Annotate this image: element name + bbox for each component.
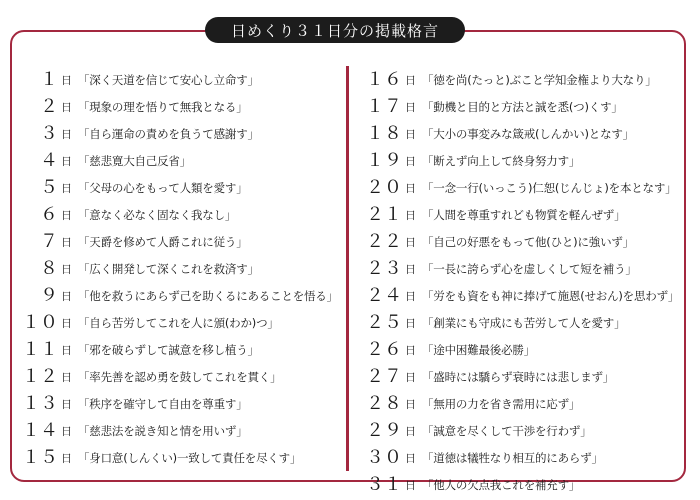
day-unit: 日 <box>405 73 416 87</box>
day-unit: 日 <box>405 316 416 330</box>
motto-text: 「断えず向上して終身努力す」 <box>422 153 581 168</box>
day-unit: 日 <box>61 154 72 168</box>
list-item <box>352 417 686 444</box>
day-number: １６ <box>366 68 402 90</box>
list-item <box>14 120 344 147</box>
day-unit: 日 <box>61 316 72 330</box>
list-item <box>14 444 344 471</box>
day-unit: 日 <box>405 370 416 384</box>
day-unit: 日 <box>405 289 416 303</box>
day-unit: 日 <box>61 397 72 411</box>
motto-text: 「動機と目的と方法と誠を悉(つ)くす」 <box>422 99 623 114</box>
day-number: ４ <box>40 149 58 171</box>
left-column <box>14 66 344 471</box>
day-number: ３０ <box>366 446 402 468</box>
list-item <box>14 66 344 93</box>
day-number: ２６ <box>366 338 402 360</box>
day-unit: 日 <box>61 127 72 141</box>
day-number: ９ <box>40 284 58 306</box>
day-number: ５ <box>40 176 58 198</box>
day-number: ２３ <box>366 257 402 279</box>
list-item <box>352 93 686 120</box>
list-item <box>14 363 344 390</box>
day-unit: 日 <box>61 451 72 465</box>
day-number: ２５ <box>366 311 402 333</box>
list-item <box>352 120 686 147</box>
motto-text: 「他人の欠点我これを補充す」 <box>422 477 581 492</box>
list-item <box>352 201 686 228</box>
page-title: 日めくり３１日分の掲載格言 <box>205 17 465 43</box>
list-item <box>352 444 686 471</box>
day-number: ６ <box>40 203 58 225</box>
day-number: １９ <box>366 149 402 171</box>
motto-text: 「人間を尊重すれども物質を軽んぜず」 <box>422 207 626 222</box>
list-item <box>352 147 686 174</box>
list-item <box>14 201 344 228</box>
list-item <box>352 174 686 201</box>
list-item <box>14 147 344 174</box>
motto-text: 「現象の理を悟りて無我となる」 <box>78 99 248 114</box>
list-item <box>352 66 686 93</box>
motto-text: 「意なく必なく固なく我なし」 <box>78 207 237 222</box>
list-item <box>352 336 686 363</box>
day-number: １５ <box>22 446 58 468</box>
day-unit: 日 <box>405 181 416 195</box>
day-number: １４ <box>22 419 58 441</box>
day-unit: 日 <box>61 289 72 303</box>
day-unit: 日 <box>61 208 72 222</box>
day-number: １３ <box>22 392 58 414</box>
motto-text: 「秩序を確守して自由を尊重す」 <box>78 396 248 411</box>
day-number: ８ <box>40 257 58 279</box>
day-number: １７ <box>366 95 402 117</box>
motto-text: 「自ら運命の責めを負うて感謝す」 <box>78 126 259 141</box>
day-unit: 日 <box>405 100 416 114</box>
motto-text: 「大小の事変みな箴戒(しんかい)となす」 <box>422 126 634 141</box>
motto-text: 「天爵を修めて人爵これに従う」 <box>78 234 248 249</box>
motto-text: 「父母の心をもって人類を愛す」 <box>78 180 248 195</box>
day-number: ２１ <box>366 203 402 225</box>
list-item <box>14 228 344 255</box>
motto-text: 「広く開発して深くこれを救済す」 <box>78 261 259 276</box>
motto-text: 「無用の力を省き需用に応ず」 <box>422 396 581 411</box>
day-unit: 日 <box>61 73 72 87</box>
motto-text: 「率先善を認め勇を鼓してこれを貫く」 <box>78 369 282 384</box>
motto-text: 「他を救うにあらず己を助くるにあることを悟る」 <box>78 288 338 303</box>
column-divider <box>346 66 349 471</box>
list-item <box>14 390 344 417</box>
motto-text: 「自ら苦労してこれを人に頒(わか)つ」 <box>78 315 279 330</box>
day-unit: 日 <box>405 343 416 357</box>
motto-text: 「邪を破らずして誠意を移し植う」 <box>78 342 259 357</box>
day-number: ７ <box>40 230 58 252</box>
motto-text: 「盛時には驕らず衰時には悲しまず」 <box>422 369 615 384</box>
motto-text: 「身口意(しんくい)一致して責任を尽くす」 <box>78 450 302 465</box>
day-number: １０ <box>22 311 58 333</box>
day-number: ２４ <box>366 284 402 306</box>
day-number: １８ <box>366 122 402 144</box>
day-unit: 日 <box>405 208 416 222</box>
motto-text: 「労をも資をも神に捧げて施恩(せおん)を思わず」 <box>422 288 680 303</box>
list-item <box>352 363 686 390</box>
day-unit: 日 <box>405 262 416 276</box>
list-item <box>352 228 686 255</box>
list-item <box>352 390 686 417</box>
right-column <box>352 66 686 498</box>
motto-text: 「慈悲法を説き知と情を用いず」 <box>78 423 248 438</box>
motto-text: 「深く天道を信じて安心し立命す」 <box>78 72 259 87</box>
motto-text: 「一念一行(いっこう)仁恕(じんじょ)を本となす」 <box>422 180 677 195</box>
motto-text: 「慈悲寛大自己反省」 <box>78 153 191 168</box>
day-number: ２ <box>40 95 58 117</box>
day-number: ２２ <box>366 230 402 252</box>
day-number: １ <box>40 68 58 90</box>
day-unit: 日 <box>405 478 416 492</box>
day-unit: 日 <box>405 154 416 168</box>
list-item <box>14 174 344 201</box>
day-number: １２ <box>22 365 58 387</box>
day-number: ２０ <box>366 176 402 198</box>
list-item <box>14 336 344 363</box>
list-item <box>14 282 344 309</box>
day-unit: 日 <box>405 451 416 465</box>
day-unit: 日 <box>61 370 72 384</box>
day-unit: 日 <box>61 262 72 276</box>
day-number: ３ <box>40 122 58 144</box>
list-item <box>352 255 686 282</box>
day-number: ３１ <box>366 473 402 495</box>
day-unit: 日 <box>61 100 72 114</box>
day-number: ２９ <box>366 419 402 441</box>
day-unit: 日 <box>61 235 72 249</box>
list-item <box>14 309 344 336</box>
motto-text: 「創業にも守成にも苦労して人を愛す」 <box>422 315 626 330</box>
list-item <box>352 471 686 498</box>
day-number: ２７ <box>366 365 402 387</box>
day-unit: 日 <box>405 235 416 249</box>
list-item <box>352 282 686 309</box>
day-unit: 日 <box>405 127 416 141</box>
list-item <box>14 93 344 120</box>
day-unit: 日 <box>61 181 72 195</box>
motto-text: 「道徳は犠牲なり相互的にあらず」 <box>422 450 603 465</box>
list-item <box>14 255 344 282</box>
day-unit: 日 <box>61 424 72 438</box>
list-item <box>14 417 344 444</box>
motto-text: 「途中困難最後必勝」 <box>422 342 535 357</box>
day-unit: 日 <box>405 424 416 438</box>
motto-text: 「徳を尚(たっと)ぶこと学知金権より大なり」 <box>422 72 657 87</box>
list-item <box>352 309 686 336</box>
day-number: ２８ <box>366 392 402 414</box>
motto-text: 「誠意を尽くして干渉を行わず」 <box>422 423 592 438</box>
motto-text: 「一長に誇らず心を虚しくして短を補う」 <box>422 261 637 276</box>
day-number: １１ <box>22 338 58 360</box>
day-unit: 日 <box>405 397 416 411</box>
day-unit: 日 <box>61 343 72 357</box>
motto-text: 「自己の好悪をもって他(ひと)に強いず」 <box>422 234 634 249</box>
